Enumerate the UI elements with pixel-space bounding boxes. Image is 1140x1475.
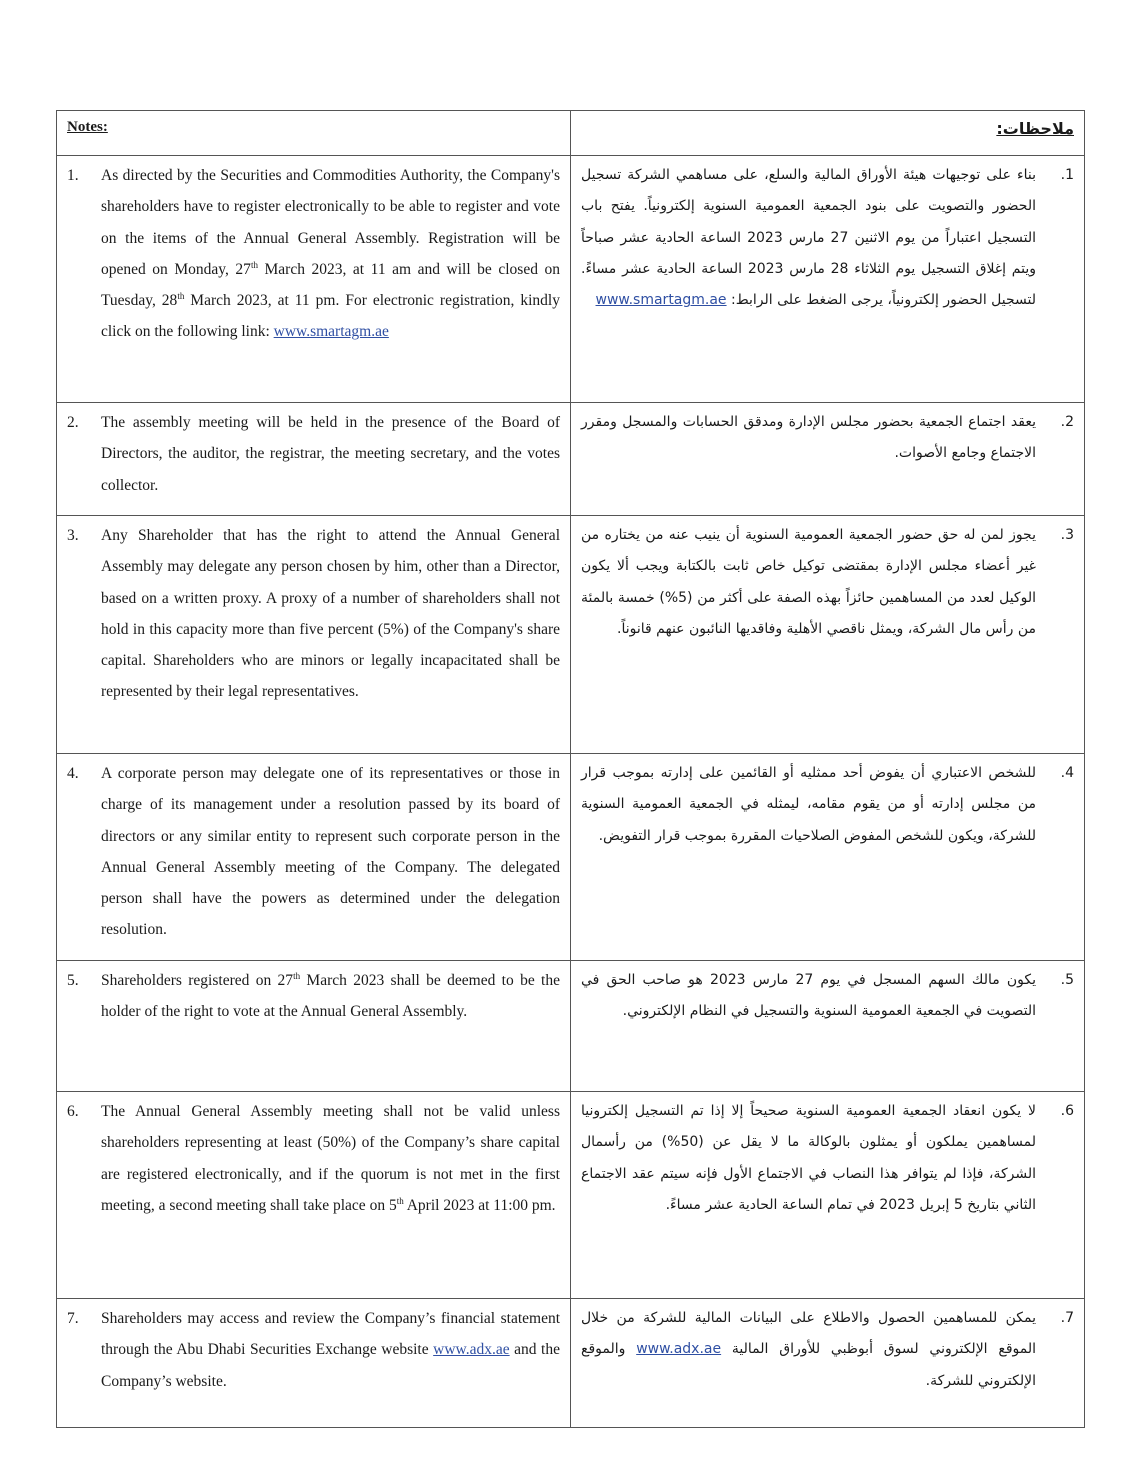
note-en-4: [57, 754, 571, 961]
adx-link[interactable]: www.adx.ae: [433, 1341, 510, 1359]
notes-table: [56, 110, 1085, 1428]
note-text: يجوز لمن له حق حضور الجمعية العمومية السنوية أن ينيب عنه من يختاره من غير أعضاء مجلس الإدارة بمقتضى توكيل خاص ثابت بالكتابة ويجب ألا يكون الوكيل لعدد من المساهمين حائزاً بهذه الصفة على أكثر من (5%) خمسة بالمئة من رأس مال الشركة، ويمثل ناقصي الأهلية وفاقديها النائبون عنهم قانوناً.: [581, 527, 1036, 637]
note-text: يعقد اجتماع الجمعية بحضور مجلس الإدارة ومدقق الحسابات والمسجل ومقرر الاجتماع وجامع الأصوات.: [581, 414, 1036, 462]
notes-heading-ar: ملاحظات:: [571, 111, 1085, 156]
notes-heading-en: Notes:: [57, 111, 571, 156]
note-text: Any Shareholder that has the right to attend the Annual General Assembly may delegate any person chosen by him, other than a Director, based on a written proxy. A proxy of a number of shareholders shall not hold in this capacity more than five percent (5%) of the Company's share capital. Shareholders who are minors or legally incapacitated shall be represented by their legal representatives.: [101, 527, 560, 701]
note-text: The Annual General Assembly meeting shall not be valid unless shareholders representing at least (50%) of the Company’s share capital are registered electronically, and if the quorum is not met in the first meeting, a second meeting shall take place on 5: [101, 1103, 560, 1214]
note-text: March 2023, at 11 pm. For electronic registration, kindly click on the following link:: [101, 292, 560, 341]
note-number-ar: .7: [1060, 1310, 1074, 1326]
note-en-2: [57, 403, 571, 516]
note-en-7: [57, 1299, 571, 1428]
note-text: بناء على توجيهات هيئة الأوراق المالية والسلع، على مساهمي الشركة تسجيل الحضور والتصويت على بنود الجمعية العمومية السنوية إلكترونياً. يفتح باب التسجيل اعتباراً من يوم الاثنين 27 مارس 2023 الساعة الحادية عشر صباحاً ويتم إغلاق التسجيل يوم الثلاثاء 28 مارس 2023 الساعة الحادية عشر مساءً. لتسجيل الحضور إلكترونياً، يرجى الضغط على الرابط:: [581, 167, 1036, 309]
superscript: th: [293, 970, 301, 981]
note-text: Shareholders may access and review the Company’s financial statement through the Abu Dhabi Securities Exchange website: [101, 1310, 560, 1359]
superscript: th: [250, 259, 258, 270]
note-ar-2: [571, 403, 1085, 516]
note-number-ar: .3: [1060, 527, 1074, 543]
header-row: [57, 111, 1085, 156]
note-en-3: [57, 516, 571, 754]
note-text: The assembly meeting will be held in the presence of the Board of Directors, the auditor, the registrar, the meeting secretary, and the votes collector.: [101, 414, 560, 494]
note-text: Shareholders registered on 27: [101, 972, 294, 989]
note-text: يمكن للمساهمين الحصول والاطلاع على البيانات المالية للشركة من خلال الموقع الإلكتروني لسوق أبوظبي للأوراق المالية: [581, 1310, 1036, 1358]
note-number-ar: .2: [1060, 414, 1074, 430]
note-number-en: 3.: [67, 527, 79, 544]
note-text: يكون مالك السهم المسجل في يوم 27 مارس 2023 هو صاحب الحق في التصويت في الجمعية العمومية السنوية والتسجيل في النظام الإلكتروني.: [581, 972, 1037, 1020]
note-text: لا يكون انعقاد الجمعية العمومية السنوية صحيحاً إلا إذا تم التسجيل إلكترونيا لمساهمين يملكون أو يمثلون بالوكالة ما لا يقل عن (50%) من رأسمال الشركة، فإذا لم يتوافر هذا النصاب في الاجتماع الأول فإنه سيتم عقد الاجتماع الثاني بتاريخ 5 إبريل 2023 في تمام الساعة الحادية عشر مساءً.: [581, 1103, 1036, 1213]
superscript: th: [177, 291, 185, 302]
note-number-en: 1.: [67, 167, 79, 184]
note-ar-1: [571, 156, 1085, 403]
note-number-ar: .1: [1060, 167, 1074, 183]
note-number-ar: .5: [1060, 972, 1074, 988]
note-number-en: 7.: [67, 1310, 79, 1327]
note-ar-4: [571, 754, 1085, 961]
note-en-6: [57, 1092, 571, 1299]
note-ar-3: [571, 516, 1085, 754]
note-number-en: 4.: [67, 765, 79, 782]
note-row-5: [57, 961, 1085, 1092]
note-row-7: [57, 1299, 1085, 1428]
note-row-1: [57, 156, 1085, 403]
note-row-4: [57, 754, 1085, 961]
note-number-ar: .4: [1060, 765, 1074, 781]
note-ar-5: [571, 961, 1085, 1092]
note-text: March 2023 shall be deemed to be the holder of the right to vote at the Annual General Assembly.: [101, 972, 560, 1021]
note-row-2: [57, 403, 1085, 516]
note-text: A corporate person may delegate one of its representatives or those in charge of its management under a resolution passed by its board of directors or any similar entity to represent such corporate person in the Annual General Assembly meeting of the Company. The delegated person shall have the powers as determined under the delegation resolution.: [101, 765, 560, 939]
note-row-6: [57, 1092, 1085, 1299]
note-text: April 2023 at 11:00 pm.: [403, 1196, 556, 1214]
note-en-1: [57, 156, 571, 403]
note-en-5: [57, 961, 571, 1092]
note-number-en: 2.: [67, 414, 79, 431]
note-text: and the Company’s website.: [101, 1341, 560, 1390]
note-ar-7: [571, 1299, 1085, 1428]
note-text: للشخص الاعتباري أن يفوض أحد ممثليه أو القائمين على إدارته بموجب قرار من مجلس إدارته أو من يقوم مقامه، ليمثله في الجمعية العمومية السنوية للشركة، ويكون للشخص المفوض الصلاحيات المقررة بموجب قرار التفويض.: [581, 765, 1036, 844]
note-ar-6: [571, 1092, 1085, 1299]
note-number-en: 6.: [67, 1103, 79, 1120]
note-row-3: [57, 516, 1085, 754]
note-number-ar: .6: [1060, 1103, 1074, 1119]
note-text: As directed by the Securities and Commodities Authority, the Company's shareholders have to register electronically to be able to register and vote on the items of the Annual General Assembly. Registration will be opened on Monday, 27: [101, 167, 560, 278]
smartagm-link-ar[interactable]: www.smartagm.ae: [595, 292, 727, 309]
note-text: والموقع الإلكتروني للشركة.: [581, 1341, 1036, 1389]
superscript: th: [396, 1195, 404, 1206]
adx-link-ar[interactable]: www.adx.ae: [636, 1341, 722, 1358]
note-number-en: 5.: [67, 972, 79, 989]
smartagm-link[interactable]: www.smartagm.ae: [273, 323, 389, 341]
note-text: March 2023, at 11 am and will be closed on Tuesday, 28: [101, 260, 560, 310]
